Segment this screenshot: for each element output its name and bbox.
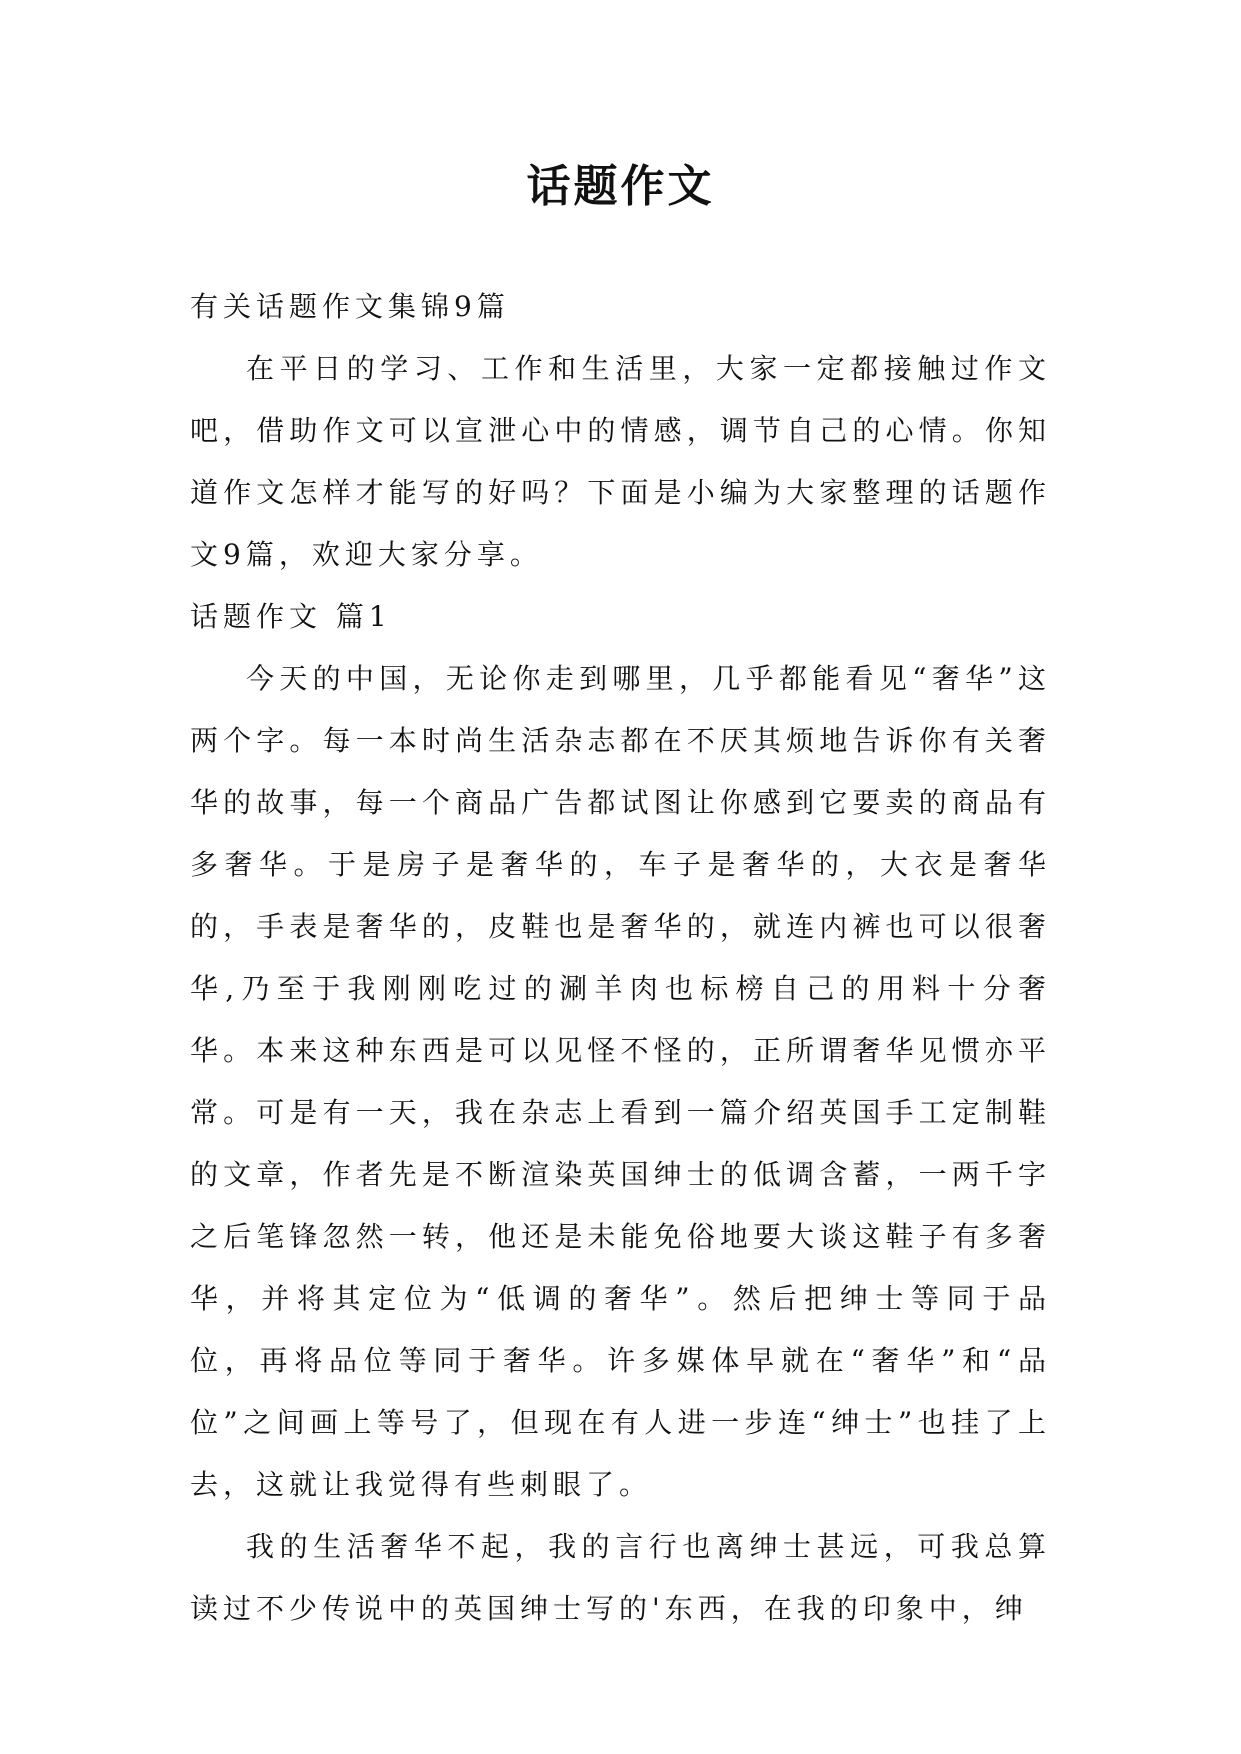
section-heading: 话题作文 篇1: [190, 600, 392, 633]
body-paragraph: 今天的中国，无论你走到哪里，几乎都能看见“奢华”这两个字。每一本时尚生活杂志都在不厌其烦地告诉你有关奢华的故事，每一个商品广告都试图让你感到它要卖的商品有多奢华。于是房子是奢华的，车子是奢华的，大衣是奢华的，手表是奢华的，皮鞋也是奢华的，就连内裤也可以很奢华,乃至于我刚刚吃过的涮羊肉也标榜自己的用料十分奢华。本来这种东西是可以见怪不怪的，正所谓奢华见惯亦平常。可是有一天，我在杂志上看到一篇介绍英国手工定制鞋的文章，作者先是不断渲染英国绅士的低调含蓄，一两千字之后笔锋忽然一转，他还是未能免俗地要大谈这鞋子有多奢华，并将其定位为“低调的奢华”。然后把绅士等同于品位，再将品位等同于奢华。许多媒体早就在“奢华”和“品位”之间画上等号了，但现在有人进一步连“绅士”也挂了上去，这就让我觉得有些刺眼了。: [190, 662, 1051, 1501]
body-paragraph: 我的生活奢华不起，我的言行也离绅士甚远，可我总算读过不少传说中的英国绅士写的'东西，在我的印象中，绅: [190, 1530, 1051, 1625]
intro-paragraph: 在平日的学习、工作和生活里，大家一定都接触过作文吧，借助作文可以宣泄心中的情感，调节自己的心情。你知道作文怎样才能写的好吗？下面是小编为大家整理的话题作文9篇，欢迎大家分享。: [190, 352, 1051, 571]
document-title: 话题作文: [526, 161, 715, 212]
document-subtitle: 有关话题作文集锦9篇: [190, 290, 510, 323]
